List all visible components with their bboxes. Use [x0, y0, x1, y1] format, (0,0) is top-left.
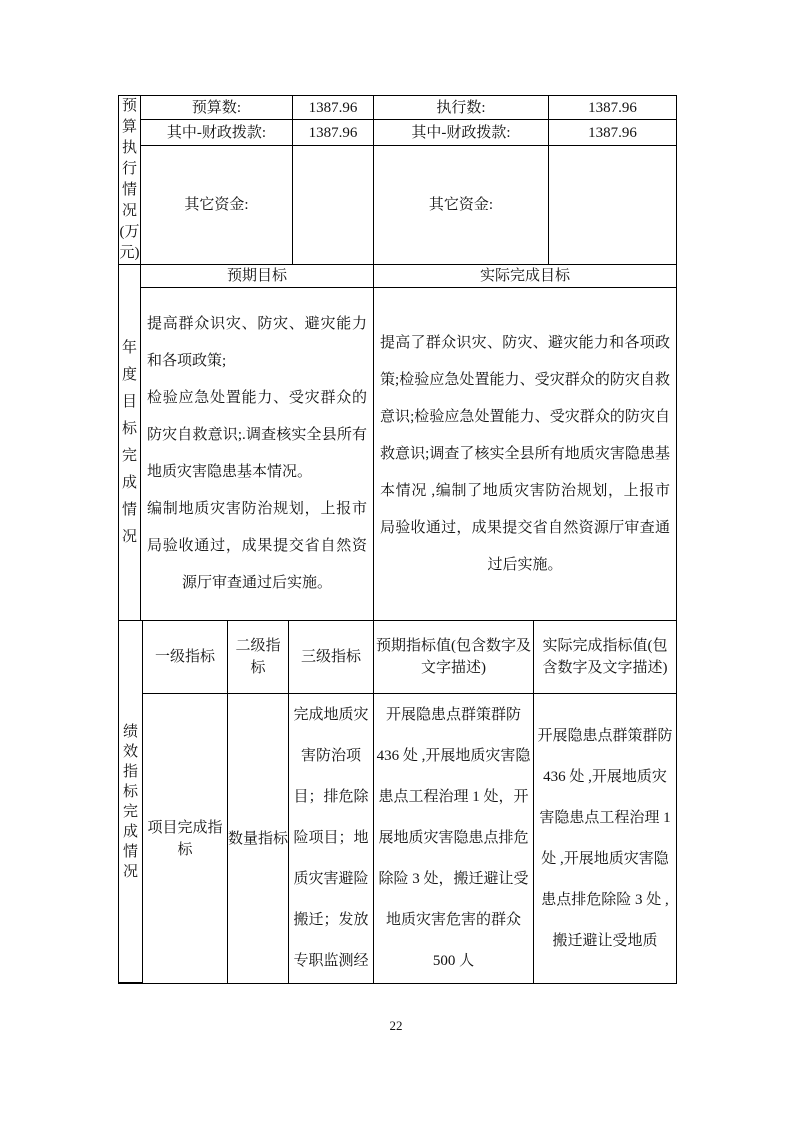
performance-indicators-section [119, 621, 676, 983]
actual-value-cell: 开展隐患点群策群防 436 处 ,开展地质灾害隐患点工程治理 1 处 ,开展地质灾害隐患点排危除险 3 处 ,搬迁避让受地质 [537, 727, 673, 949]
header-level1-indicator: 一级指标 [143, 621, 228, 694]
level1-indicator-cell: 项目完成指标 [143, 694, 228, 983]
budget-label: 执行数: [374, 96, 549, 120]
budget-label: 其它资金: [141, 146, 293, 265]
expected-goal-text: 提高群众识灾、防灾、避灾能力和各项政策; 检验应急处置能力、受灾群众的防灾自救意识;.调查核实全县所有地质灾害隐患基本情况。 编制地质灾害防治规划，上报市局验收通过，成果提交省自然资源厅审查通过后实施。 [141, 288, 374, 621]
annual-goals-section-label: 年 度 目 标 完 成 情 况 [119, 265, 141, 621]
performance-report-table [118, 95, 677, 984]
budget-value: 1387.96 [549, 96, 676, 120]
header-level2-indicator: 二级指标 [228, 621, 289, 694]
actual-goal-header: 实际完成目标 [374, 265, 676, 288]
level2-indicator-cell: 数量指标 [228, 694, 289, 983]
budget-value: 1387.96 [293, 120, 374, 146]
actual-goal-text [374, 288, 676, 621]
expected-goal-header: 预期目标 [141, 265, 374, 288]
budget-value: 1387.96 [293, 96, 374, 120]
budget-section-label: 预 算 执 行 情 况 (万 元) [119, 96, 141, 265]
header-actual-value: 实际完成指标值(包含数字及文字描述) [534, 621, 676, 694]
level3-indicator-cell: 完成地质灾害防治项目；排危除险项目；地质灾害避险搬迁；发放专职监测经 [289, 694, 374, 983]
annual-goals-section [119, 265, 676, 621]
budget-label: 其中-财政拨款: [141, 120, 293, 146]
header-level3-indicator: 三级指标 [289, 621, 374, 694]
budget-value [549, 146, 676, 265]
header-expected-value: 预期指标值(包含数字及文字描述) [374, 621, 534, 694]
budget-execution-section [119, 96, 676, 265]
page-number: 22 [389, 1018, 403, 1033]
budget-value [293, 146, 374, 265]
performance-section-label: 绩 效 指 标 完 成 情 况 [119, 621, 143, 983]
budget-label: 预算数: [141, 96, 293, 120]
budget-label: 其中-财政拨款: [374, 120, 549, 146]
budget-label: 其它资金: [374, 146, 549, 265]
expected-value-cell: 开展隐患点群策群防 436 处 ,开展地质灾害隐患点工程治理 1 处，开展地质灾害隐患点排危除险 3 处，搬迁避让受地质灾害危害的群众 500 人 [374, 694, 534, 983]
actual-goal-paragraph: 提高了群众识灾、防灾、避灾能力和各项政策;检验应急处置能力、受灾群众的防灾自救意识;检验应急处置能力、受灾群众的防灾自救意识;调查了核实全县所有地质灾害隐患基本情况 ,编制了地质灾害防治规划，上报市局验收通过，成果提交省自然资源厅审查通过后实施。 [380, 334, 670, 573]
budget-value: 1387.96 [549, 120, 676, 146]
